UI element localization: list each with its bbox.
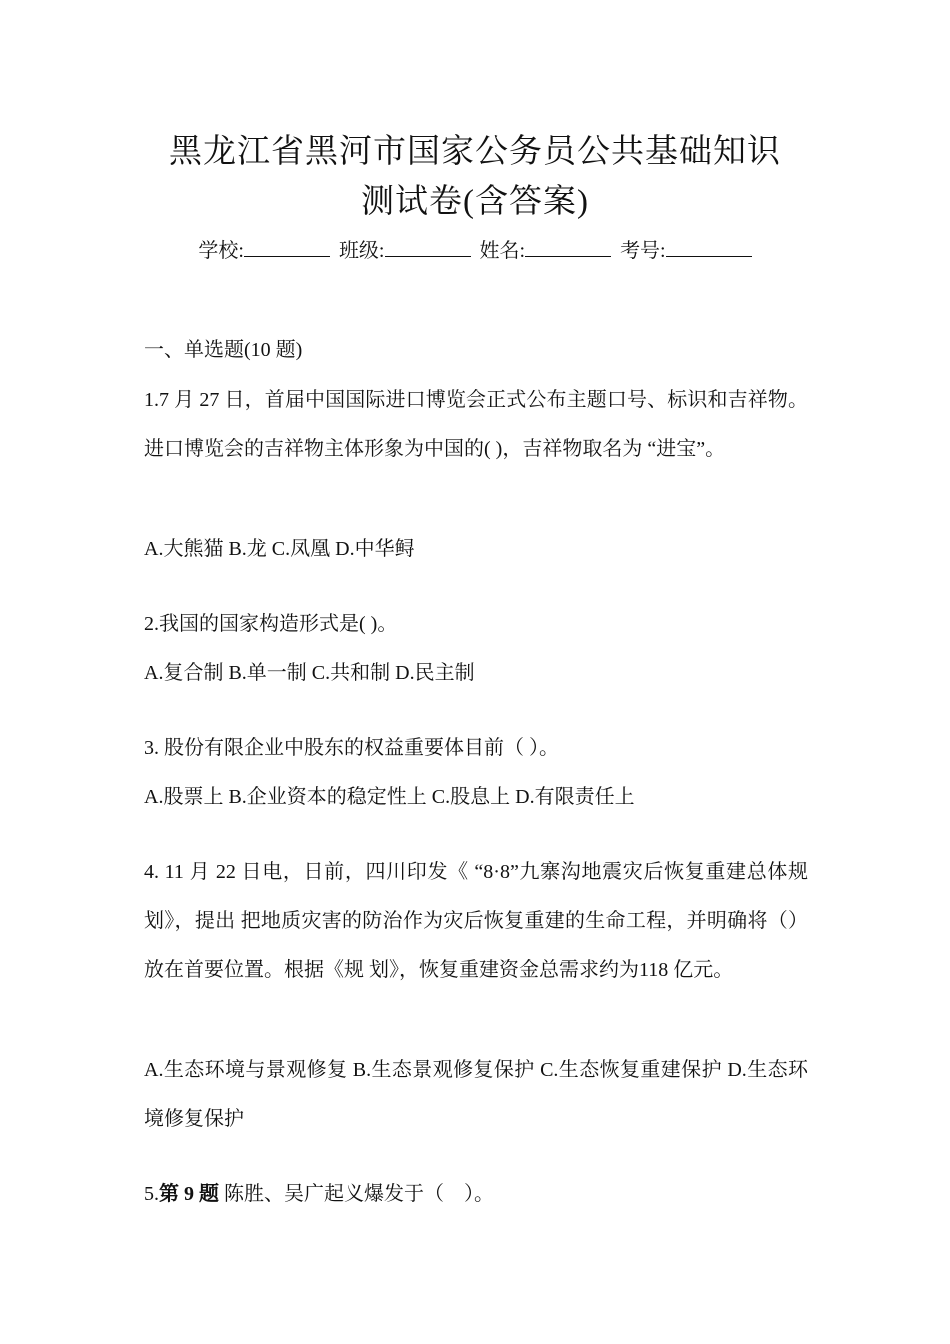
question-4-stem: 4. 11 月 22 日电，日前，四川印发《 “8·8”九寨沟地震灾后恢复重建总体规划》，提出 把地质灾害的防治作为灾后恢复重建的生命工程，并明确将（）放在首要位置。根据《规 划》，恢复重建资金总需求约为118 亿元。: [144, 861, 808, 981]
document-title-line-1: 黑龙江省黑河市国家公务员公共基础知识: [169, 134, 781, 170]
school-label: 学校:: [198, 240, 244, 262]
question-5-label: 第 9 题: [159, 1183, 219, 1205]
question-1-stem: 1.7 月 27 日，首届中国国际进口博览会正式公布主题口号、标识和吉祥物。进口博览会的吉祥物主体形象为中国的( )，吉祥物取名为 “进宝”。: [144, 389, 808, 460]
school-field[interactable]: [198, 240, 330, 262]
question-3-stem: 3. 股份有限企业中股东的权益重要体目前（ ）。: [144, 737, 559, 759]
question-5: [144, 1170, 808, 1219]
question-2-options: A.复合制 B.单一制 C.共和制 D.民主制: [144, 662, 475, 684]
class-blank[interactable]: [385, 236, 471, 257]
section-header: 一、单选题(10 题): [144, 339, 303, 361]
document-title-line-2: 测试卷(含答案): [361, 184, 589, 220]
question-5-stem: 陈胜、吴广起义爆发于（ ）。: [219, 1183, 494, 1205]
school-blank[interactable]: [244, 236, 330, 257]
class-field[interactable]: [339, 240, 471, 262]
name-label: 姓名:: [479, 240, 526, 262]
class-label: 班级:: [338, 240, 385, 262]
exam-number-blank[interactable]: [666, 236, 752, 257]
question-1-options: A.大熊猫 B.龙 C.凤凰 D.中华鲟: [144, 538, 415, 560]
question-5-prefix: 5.: [144, 1183, 159, 1205]
name-field[interactable]: [480, 240, 612, 262]
exam-number-label: 考号:: [620, 240, 666, 262]
question-2-stem: 2.我国的国家构造形式是( )。: [144, 613, 398, 635]
name-blank[interactable]: [525, 236, 611, 257]
exam-number-field[interactable]: [620, 240, 752, 262]
question-4-options: A.生态环境与景观修复 B.生态景观修复保护 C.生态恢复重建保护 D.生态环境修复保护: [144, 1059, 808, 1130]
student-info-line: [100, 235, 850, 267]
question-3-options: A.股票上 B.企业资本的稳定性上 C.股息上 D.有限责任上: [144, 786, 635, 808]
